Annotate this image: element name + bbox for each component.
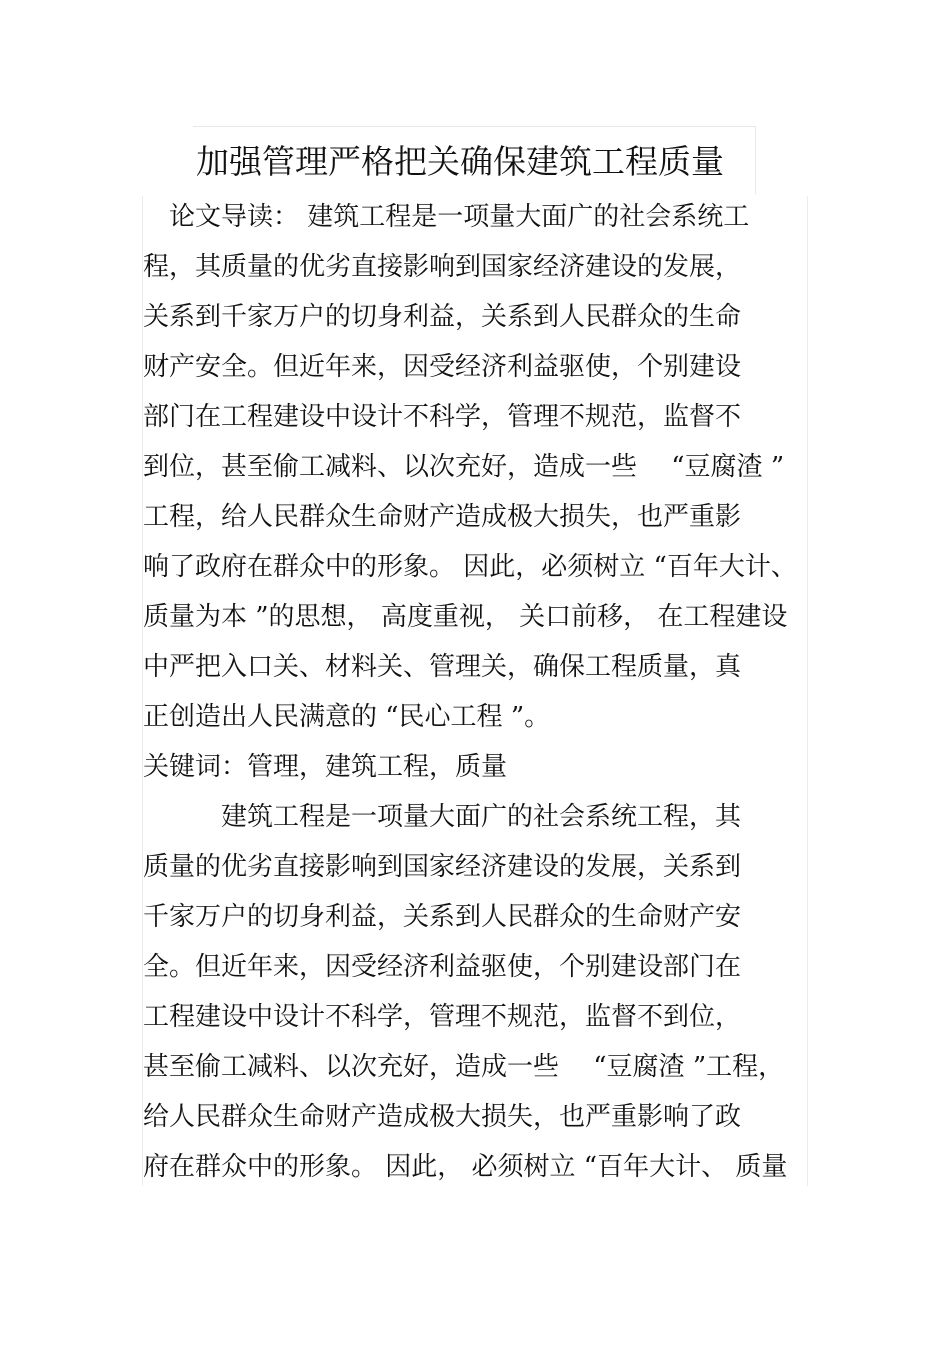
abstract-line: 工程，给人民群众生命财产造成极大损失，也严重影 xyxy=(143,502,742,532)
abstract-line: 质量为本 ”的思想， 高度重视， 关口前移， 在工程建设 xyxy=(143,602,788,632)
abstract-line: 响了政府在群众中的形象。 因此，必须树立 “百年大计、 xyxy=(143,552,797,582)
body-line: 千家万户的切身利益，关系到人民群众的生命财产安 xyxy=(143,902,742,932)
body-line: 给人民群众生命财产造成极大损失，也严重影响了政 xyxy=(143,1102,742,1132)
body-line: 质量的优劣直接影响到国家经济建设的发展，关系到 xyxy=(143,852,742,882)
body-line: 建筑工程是一项量大面广的社会系统工程，其 xyxy=(143,802,742,832)
keywords-line: 关键词：管理，建筑工程，质量 xyxy=(143,752,508,782)
document-title: 加强管理严格把关确保建筑工程质量 xyxy=(196,142,724,181)
body-line: 甚至偷工减料、以次充好，造成一些 “豆腐渣 ”工程， xyxy=(143,1052,785,1082)
abstract-line: 财产安全。但近年来，因受经济利益驱使，个别建设 xyxy=(143,352,742,382)
body-line: 全。但近年来，因受经济利益驱使，个别建设部门在 xyxy=(143,952,742,982)
abstract-line: 部门在工程建设中设计不科学，管理不规范，监督不 xyxy=(143,402,742,432)
body-line: 府在群众中的形象。 因此， 必须树立 “百年大计、 质量 xyxy=(143,1152,788,1182)
frame-line-left xyxy=(142,196,143,1186)
abstract-line: 到位，甚至偷工减料、以次充好，造成一些 “豆腐渣 ” xyxy=(143,452,785,482)
abstract-line: 程，其质量的优劣直接影响到国家经济建设的发展， xyxy=(143,252,742,282)
abstract-line: 关系到千家万户的切身利益，关系到人民群众的生命 xyxy=(143,302,742,332)
frame-line-right xyxy=(807,196,808,1186)
abstract-line: 正创造出人民满意的 “民心工程 ”。 xyxy=(143,702,551,732)
abstract-line: 论文导读： 建筑工程是一项量大面广的社会系统工 xyxy=(143,202,750,232)
abstract-line: 中严把入口关、材料关、管理关，确保工程质量，真 xyxy=(143,652,742,682)
body-line: 工程建设中设计不科学，管理不规范，监督不到位， xyxy=(143,1002,742,1032)
frame-line-top xyxy=(193,126,755,127)
